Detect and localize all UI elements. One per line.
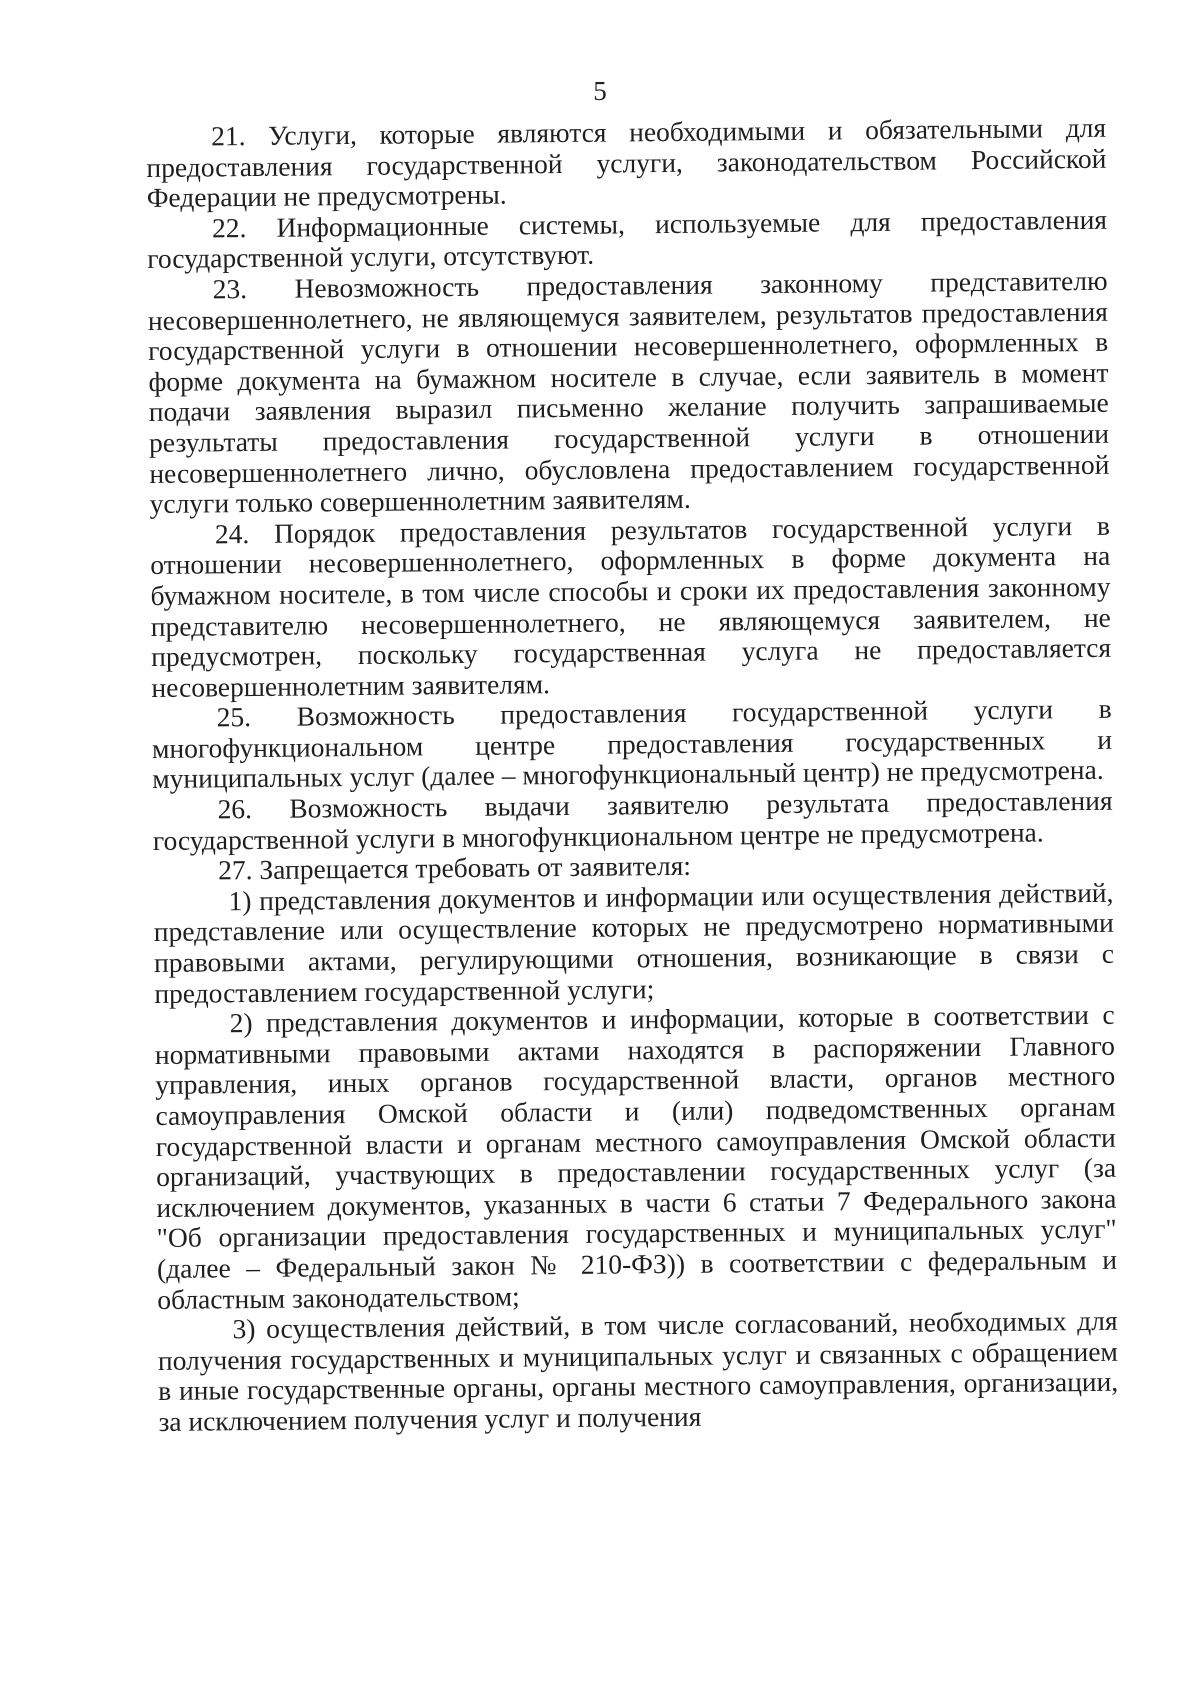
page-number: 5 bbox=[593, 76, 607, 106]
list-item-1: 1) представления документов и информации или осуществления действий, представление или осуществление которых не предусмотрено нормативными правовыми актами, регулирующими отношения, возникающие в связи с предоставлением государственной услуги; bbox=[153, 876, 1115, 1009]
paragraph-26: 26. Возможность выдачи заявителю результата предоставления государственной услуги в многофункциональном центре не предусмотрена. bbox=[152, 784, 1113, 856]
paragraph-22: 22. Информационные системы, используемые для предоставления государственной услуги, отсутствуют. bbox=[147, 203, 1108, 275]
document-body bbox=[146, 113, 1119, 1438]
list-item-3: 3) осуществления действий, в том числе согласований, необходимых для получения государственных и муниципальных услуг и связанных с обращением в иные государственные органы, органы местного самоуправления, организации, за исключением получения услуг и получения bbox=[157, 1304, 1119, 1437]
paragraph-27: 27. Запрещается требовать от заявителя: bbox=[218, 850, 692, 886]
paragraph-24: 24. Порядок предоставления результатов государственной услуги в отношении несовершеннолетнего, оформленных в форме документа на бумажном носителе, в том числе способы и сроки их предоставления законному представителю несовершеннолетнего, не являющемуся заявителем, не предусмотрен, поскольку государственная услуга не предоставляется несовершеннолетним заявителям. bbox=[150, 509, 1112, 703]
list-item-2: 2) представления документов и информации, которые в соответствии с нормативными правовыми актами находятся в распоряжении Главного управления, иных органов государственной власти, органов местного самоуправления Омской области и (или) подведомственных органам государственной власти и органам местного самоуправления Омской области организаций, участвующих в предоставлении государственных услуг (за исключением документов, указанных в части 6 статьи 7 Федерального закона "Об организации предоставления государственных и муниципальных услуг" (далее – Федеральный закон № 210-ФЗ)) в соответствии с федеральным и областным законодательством; bbox=[154, 998, 1118, 1315]
paragraph-21: 21. Услуги, которые являются необходимыми и обязательными для предоставления государственной услуги, законодательством Российской Федерации не предусмотрены. bbox=[146, 111, 1107, 214]
paragraph-23: 23. Невозможность предоставления законному представителю несовершеннолетнего, не являющемуся заявителем, результатов предоставления государственной услуги в отношении несовершеннолетнего, оформленных в форме документа на бумажном носителе в случае, если заявитель в момент подачи заявления выразил письменно желание получить запрашиваемые результаты предоставления государственной услуги в отношении несовершеннолетнего лично, обусловлена предоставлением государственной услуги только совершеннолетним заявителям. bbox=[147, 264, 1110, 520]
paragraph-25: 25. Возможность предоставления государственной услуги в многофункциональном центре предоставления государственных и муниципальных услуг (далее – многофункциональный центр) не предусмотрена. bbox=[151, 693, 1113, 795]
